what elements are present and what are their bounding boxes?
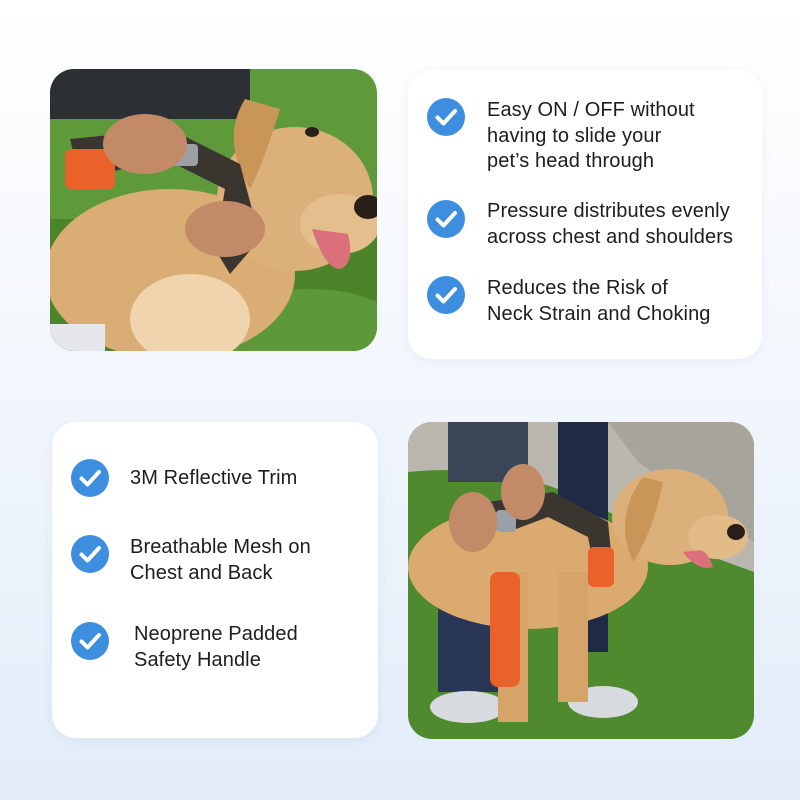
check-circle-icon: [427, 276, 465, 314]
top-features-card: [408, 70, 762, 359]
bottom-features-card: [52, 422, 378, 738]
feature-text: Reduces the Risk of Neck Strain and Choking: [487, 277, 711, 325]
feature-text: Neoprene Padded Safety Handle: [134, 623, 298, 671]
feature-text: Pressure distributes evenly across chest and shoulders: [487, 200, 734, 248]
check-circle-icon: [427, 98, 465, 136]
feature-text: Breathable Mesh on Chest and Back: [130, 536, 311, 584]
check-circle-icon: [427, 200, 465, 238]
feature-text: Easy ON / OFF without having to slide your pet’s head through: [487, 99, 695, 172]
check-circle-icon: [71, 535, 109, 573]
top-dog-photo: [50, 69, 377, 351]
check-circle-icon: [71, 622, 109, 660]
bottom-dog-photo: [408, 422, 754, 739]
check-circle-icon: [71, 459, 109, 497]
feature-text: 3M Reflective Trim: [130, 467, 298, 489]
